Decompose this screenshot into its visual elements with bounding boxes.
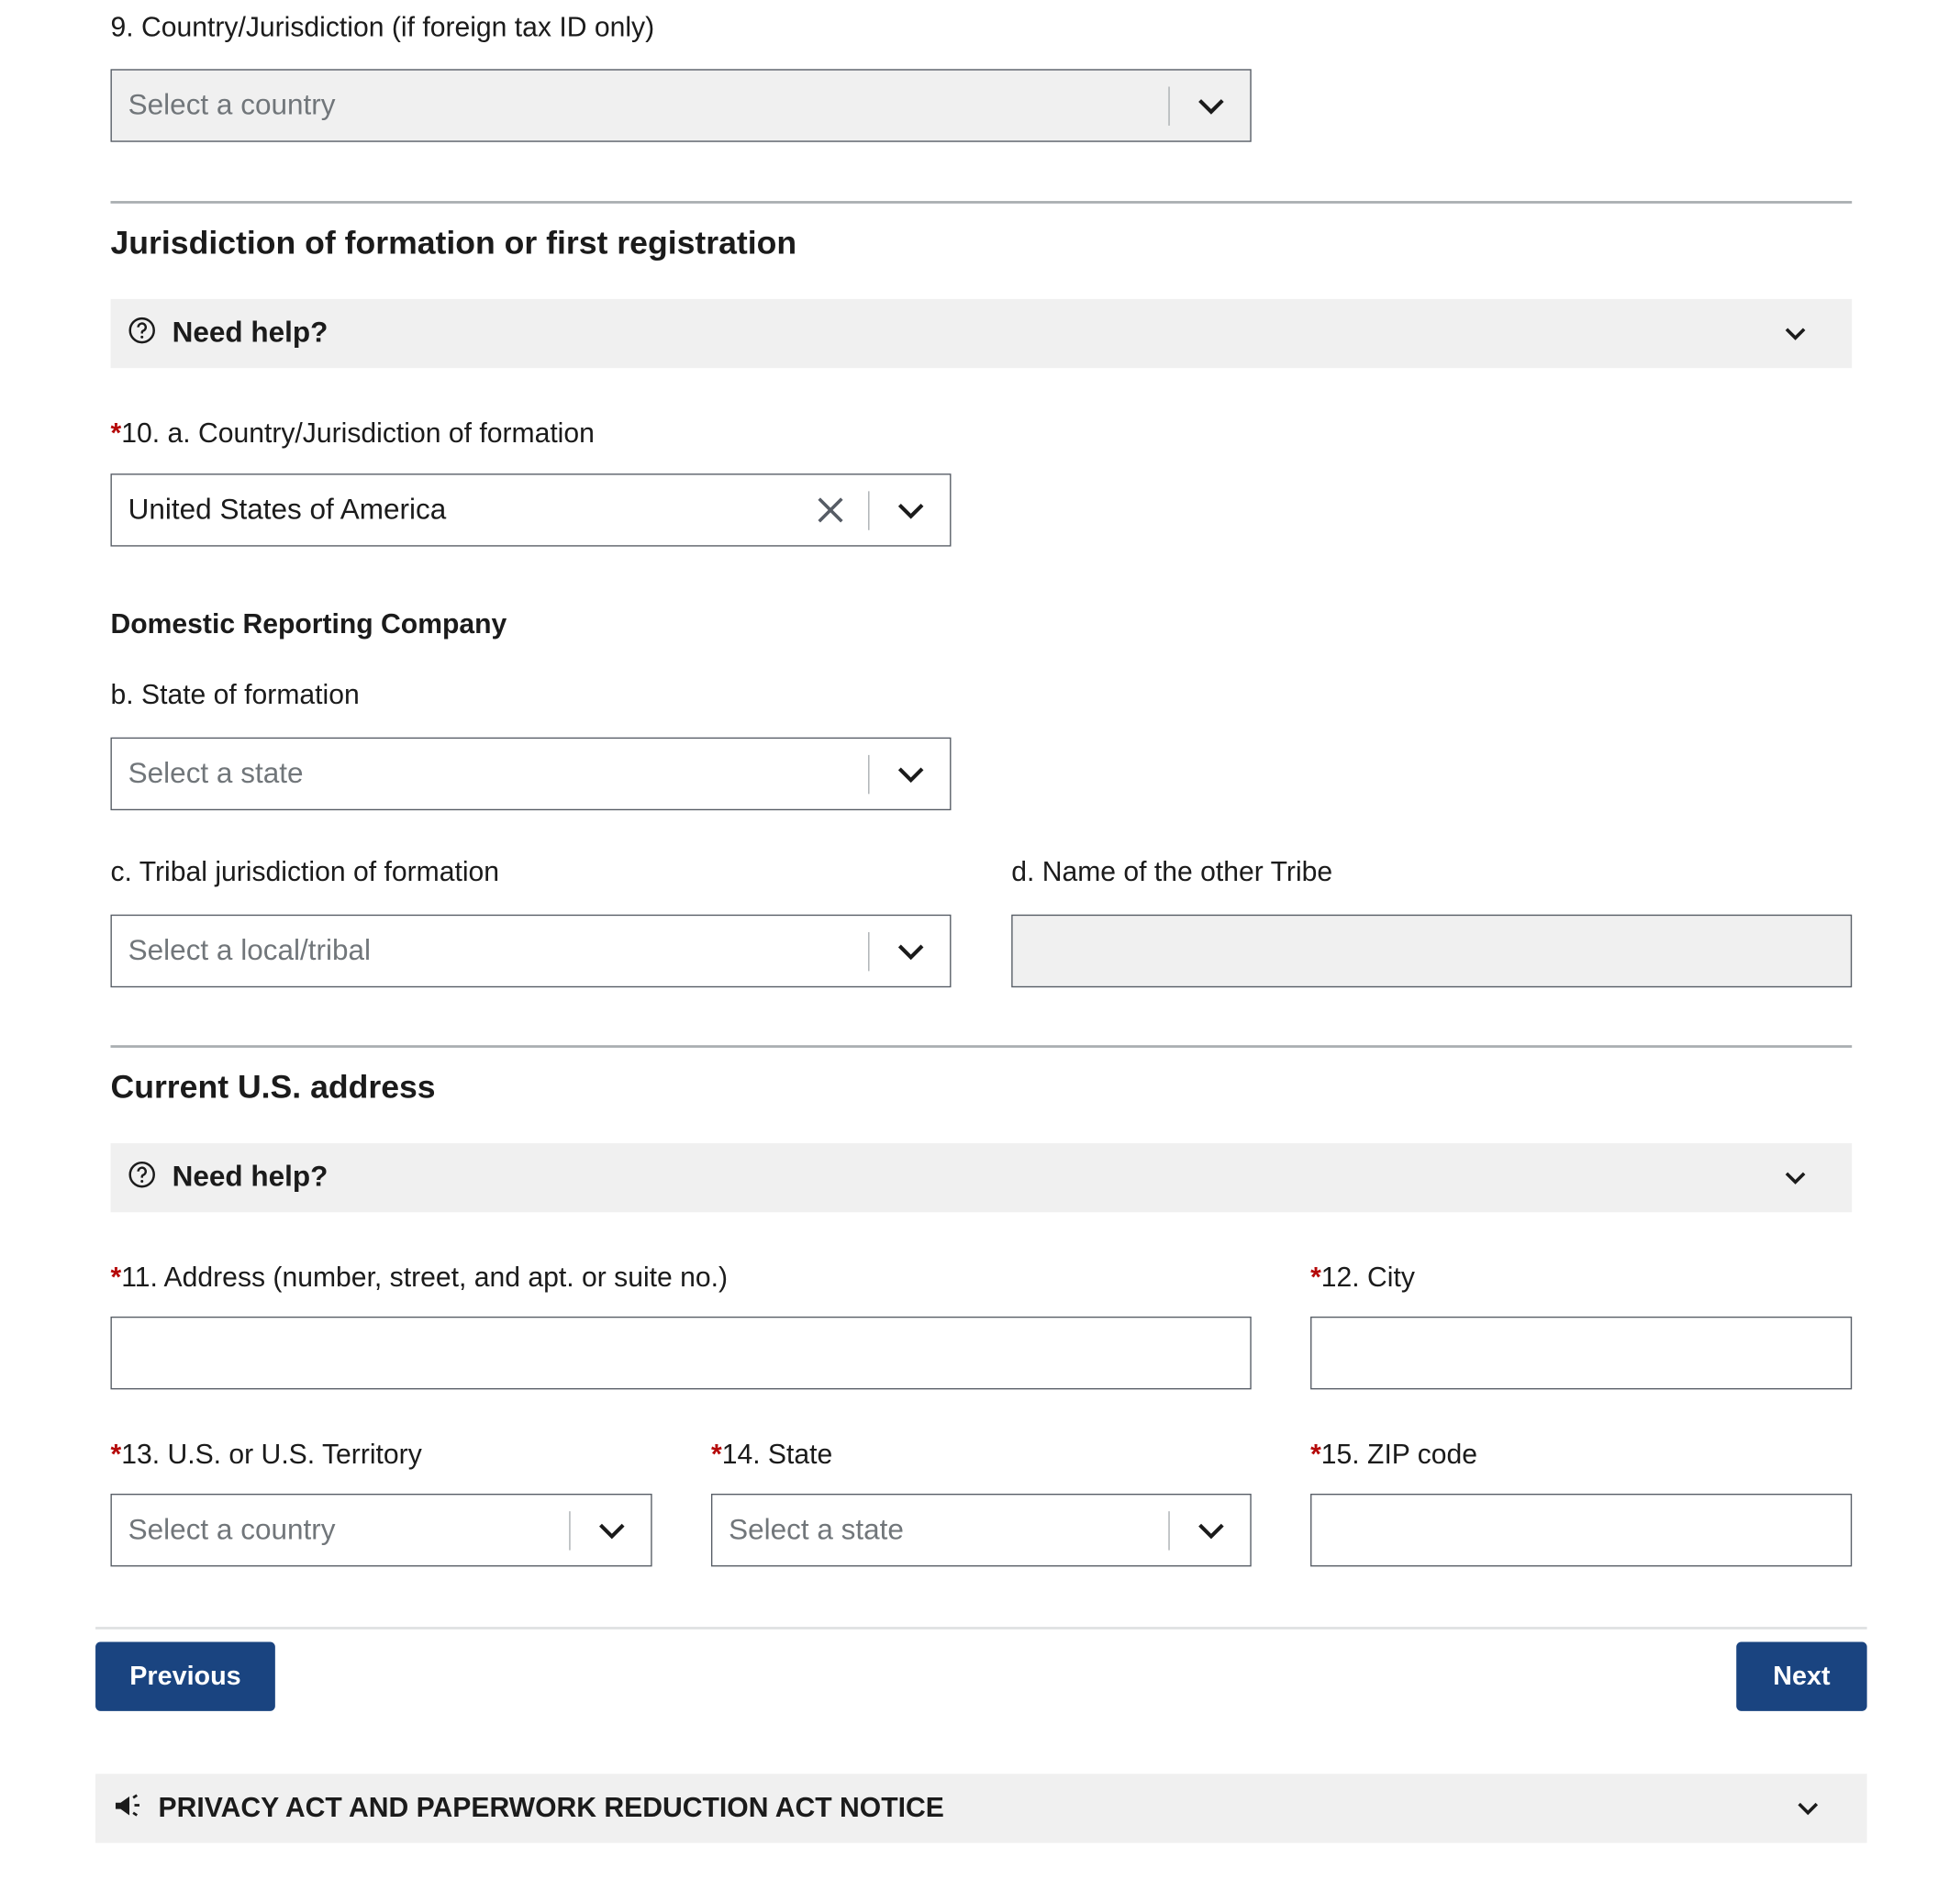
chevron-down-icon bbox=[1794, 1794, 1821, 1821]
country-select-9[interactable] bbox=[110, 69, 1251, 141]
chevron-down-icon[interactable] bbox=[895, 935, 928, 968]
address-input[interactable] bbox=[110, 1317, 1251, 1389]
country-of-formation-value: United States of America bbox=[128, 492, 447, 526]
domestic-reporting-company-heading: Domestic Reporting Company bbox=[110, 607, 507, 640]
us-territory-select[interactable] bbox=[110, 1494, 651, 1566]
field13-label: *13. U.S. or U.S. Territory bbox=[110, 1438, 422, 1470]
next-button[interactable]: Next bbox=[1736, 1642, 1866, 1711]
need-help-accordion-address[interactable] bbox=[110, 1143, 1852, 1212]
chevron-down-icon[interactable] bbox=[895, 758, 928, 791]
field10c-label: c. Tribal jurisdiction of formation bbox=[110, 855, 500, 887]
section-divider bbox=[110, 1045, 1852, 1047]
divider bbox=[868, 932, 869, 971]
chevron-down-icon bbox=[1782, 1163, 1810, 1191]
field12-label: *12. City bbox=[1310, 1261, 1415, 1293]
question-circle-icon bbox=[128, 317, 156, 344]
other-tribe-name-input[interactable] bbox=[1011, 915, 1852, 987]
privacy-notice-title: PRIVACY ACT AND PAPERWORK REDUCTION ACT NOTICE bbox=[158, 1791, 944, 1823]
section-title-address: Current U.S. address bbox=[110, 1067, 436, 1106]
divider bbox=[569, 1511, 570, 1550]
country-of-formation-select[interactable] bbox=[110, 473, 951, 546]
divider bbox=[868, 755, 869, 794]
need-help-label: Need help? bbox=[172, 315, 329, 349]
need-help-accordion-jurisdiction[interactable] bbox=[110, 299, 1852, 368]
chevron-down-icon[interactable] bbox=[1195, 89, 1228, 122]
section-divider bbox=[110, 201, 1852, 203]
field11-label: *11. Address (number, street, and apt. or suite no.) bbox=[110, 1261, 729, 1293]
city-input[interactable] bbox=[1310, 1317, 1852, 1389]
zip-code-input[interactable] bbox=[1310, 1494, 1852, 1566]
clear-icon[interactable] bbox=[816, 495, 846, 525]
field9-label: 9. Country/Jurisdiction (if foreign tax ID only) bbox=[110, 11, 655, 43]
divider bbox=[1168, 1511, 1169, 1550]
privacy-notice-accordion[interactable] bbox=[95, 1774, 1867, 1842]
field10b-label: b. State of formation bbox=[110, 678, 360, 710]
placeholder: Select a state bbox=[128, 756, 304, 789]
field15-label: *15. ZIP code bbox=[1310, 1438, 1478, 1470]
placeholder: Select a state bbox=[729, 1512, 904, 1546]
chevron-down-icon bbox=[1782, 319, 1810, 347]
tribal-jurisdiction-select[interactable] bbox=[110, 915, 951, 987]
previous-button[interactable]: Previous bbox=[95, 1642, 275, 1711]
placeholder: Select a country bbox=[128, 1512, 336, 1546]
state-of-formation-select[interactable] bbox=[110, 738, 951, 810]
section-title-jurisdiction: Jurisdiction of formation or first registration bbox=[110, 223, 797, 261]
need-help-label: Need help? bbox=[172, 1159, 329, 1193]
chevron-down-icon[interactable] bbox=[1195, 1514, 1228, 1547]
field10d-label: d. Name of the other Tribe bbox=[1011, 855, 1333, 887]
divider bbox=[868, 491, 869, 529]
divider bbox=[1168, 86, 1169, 125]
question-circle-icon bbox=[128, 1161, 156, 1188]
megaphone-icon bbox=[113, 1794, 143, 1819]
chevron-down-icon[interactable] bbox=[596, 1514, 629, 1547]
placeholder: Select a local/tribal bbox=[128, 933, 371, 966]
country-select-9-placeholder: Select a country bbox=[128, 87, 336, 121]
field10a-label: *10. a. Country/Jurisdiction of formation bbox=[110, 417, 595, 449]
chevron-down-icon[interactable] bbox=[895, 494, 928, 527]
state-select[interactable] bbox=[711, 1494, 1252, 1566]
field14-label: *14. State bbox=[710, 1438, 833, 1470]
footer-divider bbox=[95, 1627, 1867, 1629]
